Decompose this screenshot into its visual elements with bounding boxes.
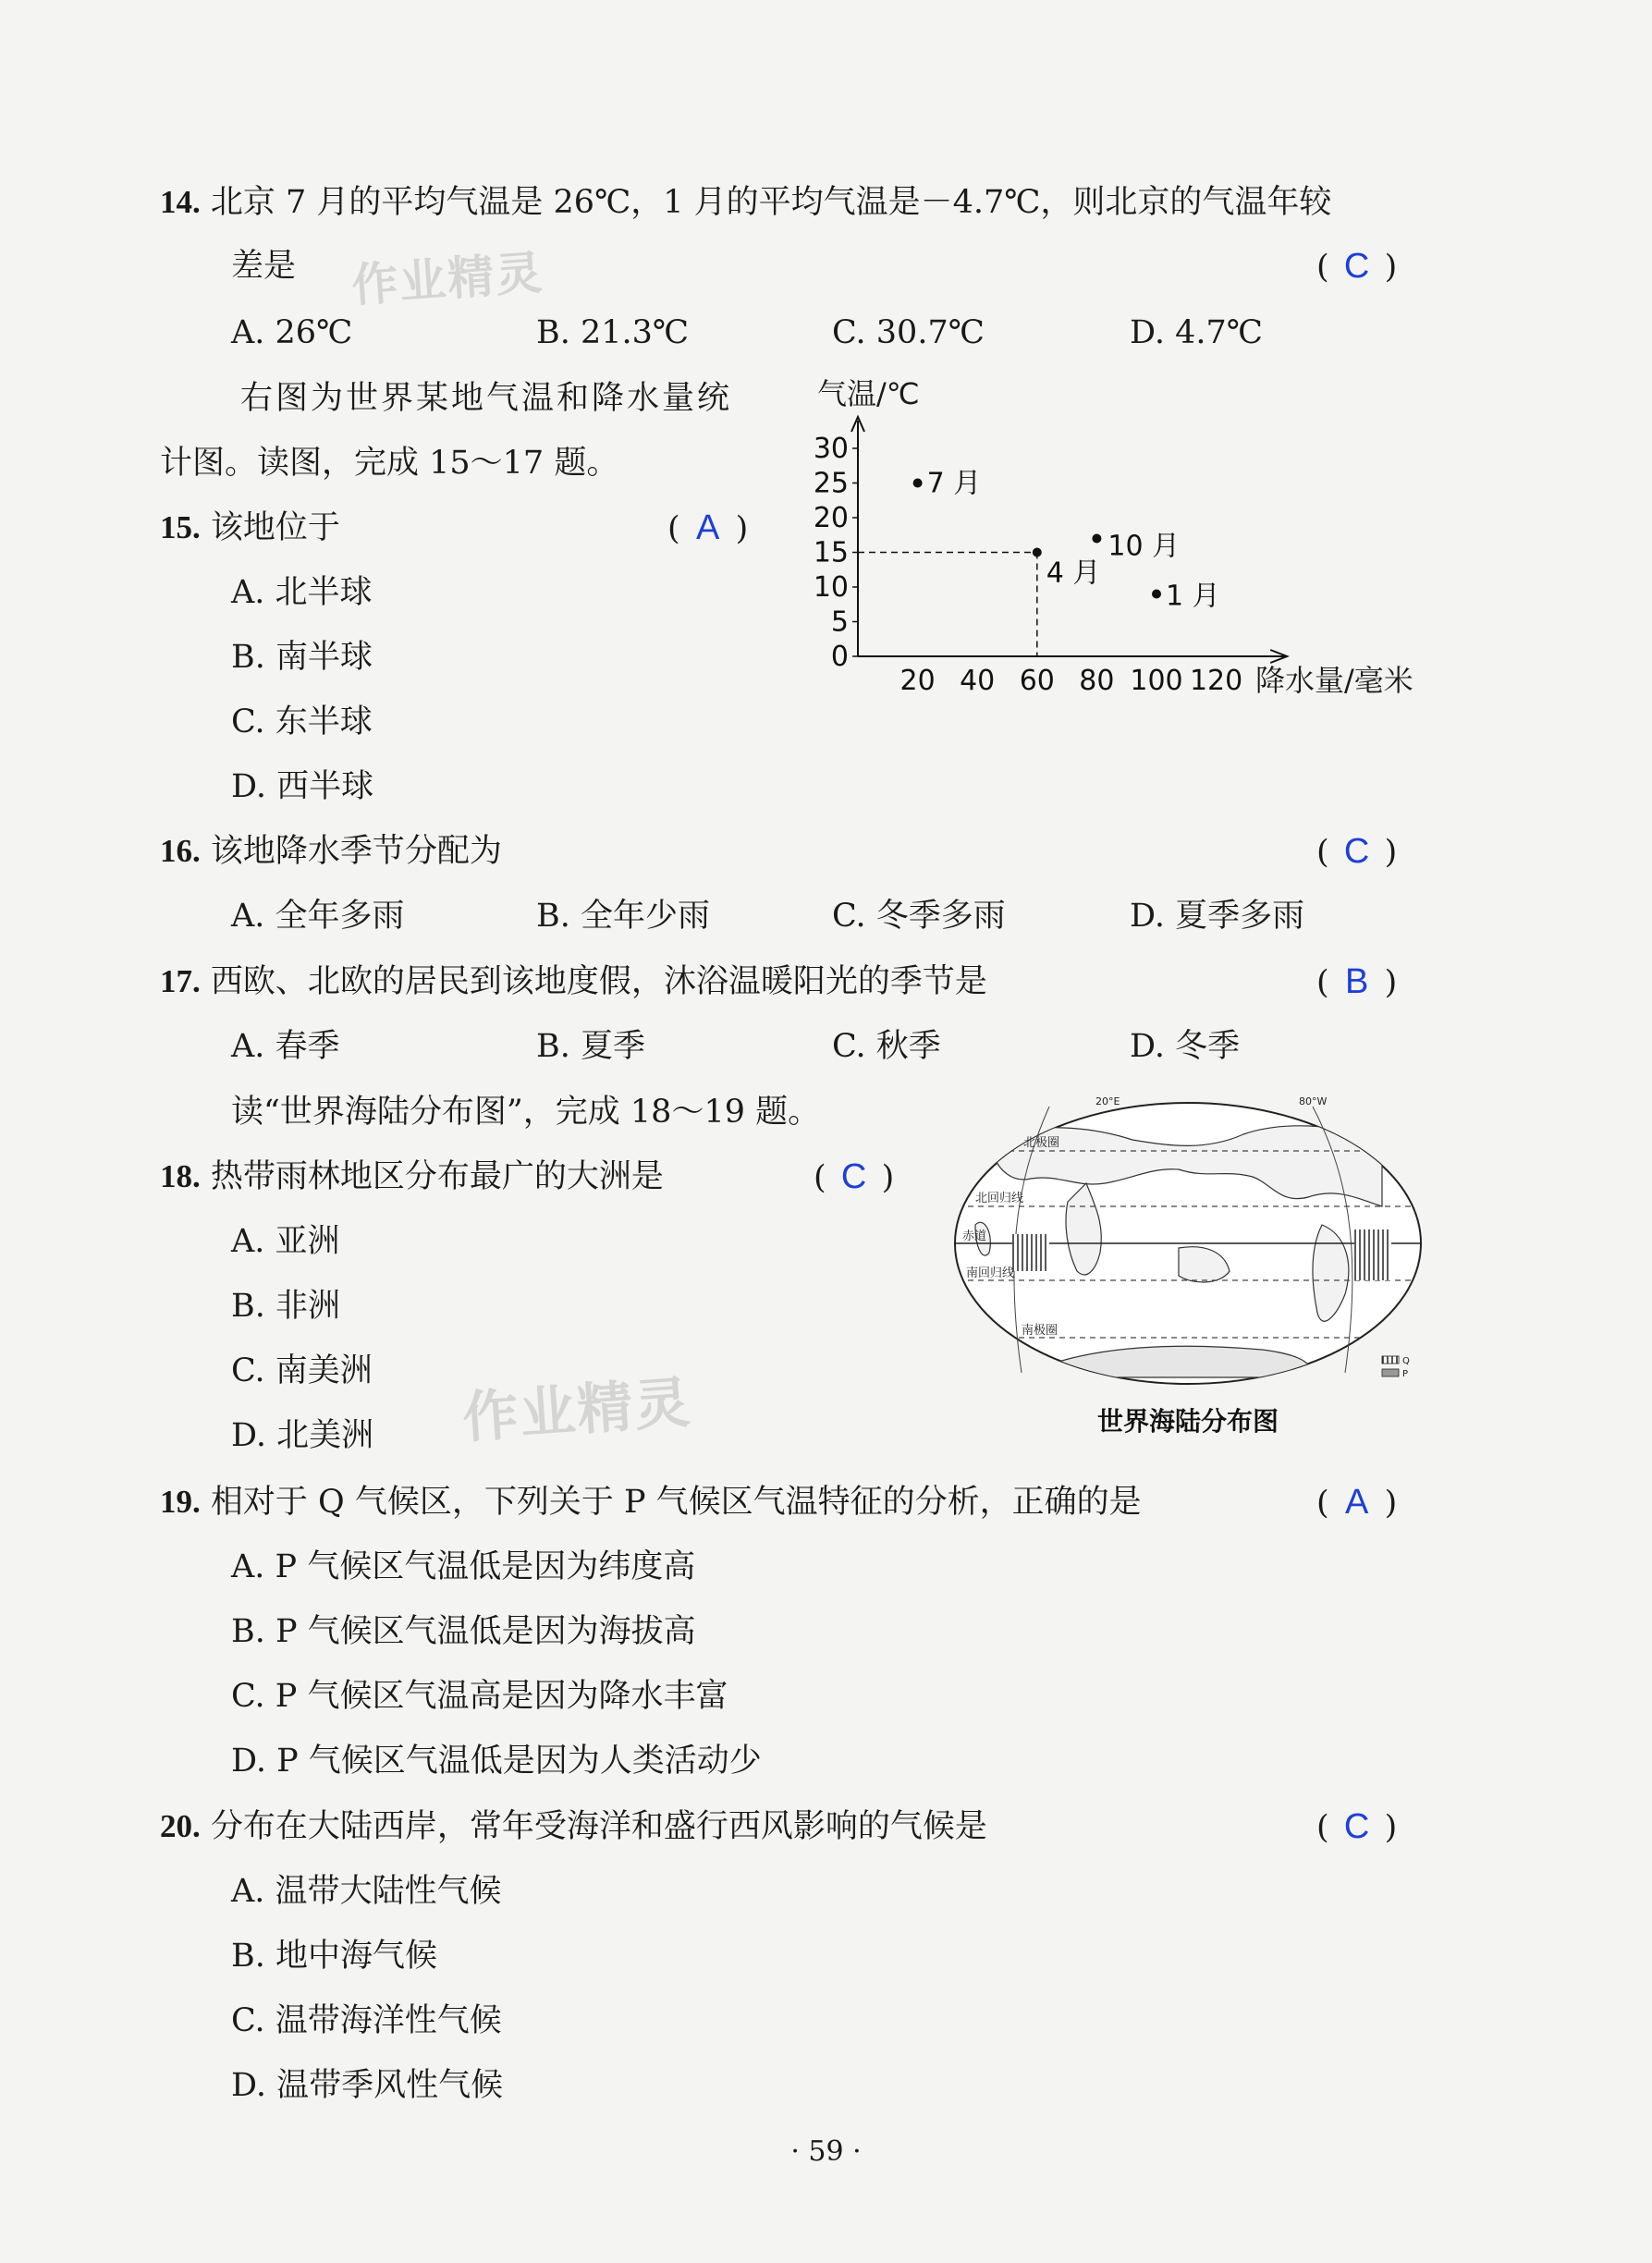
chart-x-tick-label: 60 [1019,665,1055,697]
q17-answer: B [1344,962,1369,1001]
intro1-line1: 右图为世界某地气温和降水量统 [240,380,733,417]
chart-y-tick-label: 10 [813,571,849,604]
chart-point-label: 4 月 [1046,557,1101,590]
q19-answer: A [1344,1483,1369,1522]
map-lat-tropic-cancer: 北回归线 [975,1192,1024,1205]
chart-point-label: 10 月 [1107,530,1181,563]
q18-answer: C [840,1157,867,1196]
q14-line1 [160,181,1331,224]
chart-x-tick-label: 40 [960,665,996,697]
q18-option-a: A. 亚洲 [231,1223,340,1260]
q19-option-c: C. P 气候区气温高是因为降水丰富 [231,1678,728,1715]
q20-option-d: D. 温带季风性气候 [231,2067,504,2104]
chart-point [913,479,923,488]
q14-stem-1: 北京 7 月的平均气温是 26℃，1 月的平均气温是－4.7℃，则北京的气温年较 [210,184,1332,221]
q15-answer-box: ( A ) [667,508,749,547]
q19-option-b: B. P 气候区气温低是因为海拔高 [231,1613,696,1650]
q18-option-b: B. 非洲 [231,1288,340,1325]
q16-option-b: B. 全年少雨 [536,898,710,935]
q15-option-a: A. 北半球 [231,574,373,611]
map-legend-p: P [1402,1369,1409,1379]
q19-answer-box: ( A ) [1316,1483,1398,1522]
q20-answer-box: ( C ) [1316,1807,1398,1846]
map-lat-tropic-capricorn: 南回归线 [966,1266,1015,1280]
q17-number: 17. [160,963,201,999]
watermark: 作业精灵 [349,245,546,313]
q18-number: 18. [160,1158,201,1194]
q20-stem: 分布在大陆西岸，常年受海洋和盛行西风影响的气候是 [210,1808,987,1845]
chart-y-label: 气温/℃ [817,376,920,411]
q14-number: 14. [160,184,201,220]
chart-point [1092,534,1101,544]
q18-option-c: C. 南美洲 [231,1352,373,1389]
q17-option-c: C. 秋季 [832,1028,941,1065]
q19-stem: 相对于 Q 气候区，下列关于 P 气候区气温特征的分析，正确的是 [210,1484,1142,1521]
q14-option-a: A. 26℃ [231,314,353,351]
q17-option-a: A. 春季 [231,1028,340,1065]
q20-option-c: C. 温带海洋性气候 [231,2002,502,2039]
q18-option-d: D. 北美洲 [231,1417,374,1454]
watermark: 作业精灵 [460,1370,694,1451]
q20-option-b: B. 地中海气候 [231,1938,437,1975]
chart-y-tick-label: 5 [830,606,849,639]
page-number: · 59 · [790,2135,862,2168]
q17-option-d: D. 冬季 [1130,1028,1241,1065]
q17-line [160,960,987,1003]
q16-line [160,830,502,873]
q15-stem: 该地位于 [210,509,340,546]
chart-point-label: 7 月 [926,467,982,500]
world-land-sea-map [948,1095,1428,1442]
q18-answer-box: ( C ) [814,1157,895,1196]
q15-option-b: B. 南半球 [231,639,373,676]
q15-option-c: C. 东半球 [231,703,373,740]
chart-x-tick-label: 120 [1189,665,1243,697]
temperature-precipitation-chart [804,365,1442,716]
q15-answer: A [695,508,720,547]
chart-x-tick-label: 20 [899,665,936,697]
q16-number: 16. [160,833,201,869]
intro2: 读“世界海陆分布图”，完成 18～19 题。 [231,1094,821,1131]
map-lat-antarctic: 南极圈 [1022,1324,1059,1338]
chart-point-label: 1 月 [1166,580,1220,613]
map-legend-q: Q [1402,1356,1410,1366]
q19-option-a: A. P 气候区气温低是因为纬度高 [231,1548,696,1585]
q14-answer: C [1343,247,1370,286]
q14-option-b: B. 21.3℃ [536,314,690,351]
chart-x-label: 降水量/毫米 [1255,663,1413,698]
q20-answer: C [1343,1807,1370,1846]
chart-y-tick-label: 15 [813,536,849,569]
q15-number: 15. [160,509,201,545]
q16-answer-box: ( C ) [1316,832,1398,871]
q16-answer: C [1343,832,1370,871]
q17-stem: 西欧、北欧的居民到该地度假，沐浴温暖阳光的季节是 [210,963,987,1000]
chart-y-tick-label: 20 [813,502,849,534]
q18-line [160,1156,664,1198]
map-lon-80w: 80°W [1299,1095,1328,1107]
q19-line [160,1481,1142,1523]
q18-stem: 热带雨林地区分布最广的大洲是 [210,1158,664,1195]
q16-option-a: A. 全年多雨 [231,898,405,935]
q15-line [160,507,340,549]
q20-option-a: A. 温带大陆性气候 [231,1873,502,1910]
map-caption: 世界海陆分布图 [1096,1406,1279,1437]
q14-stem-2: 差是 [231,248,297,285]
map-lon-20e: 20°E [1095,1095,1120,1107]
chart-point [1033,548,1042,557]
q16-option-c: C. 冬季多雨 [832,898,1006,935]
chart-y-tick-label: 30 [813,433,849,465]
chart-y-tick-label: 25 [813,467,849,500]
q16-stem: 该地降水季节分配为 [210,833,502,870]
q19-number: 19. [160,1484,201,1520]
intro1-line2: 计图。读图，完成 15～17 题。 [160,445,619,482]
q17-option-b: B. 夏季 [536,1028,645,1065]
q16-option-d: D. 夏季多雨 [1130,898,1305,935]
q17-answer-box: ( B ) [1316,962,1398,1001]
q15-option-d: D. 西半球 [231,768,374,805]
q20-line [160,1805,987,1848]
chart-x-tick-label: 80 [1079,665,1115,697]
q20-number: 20. [160,1808,201,1844]
q14-answer-box: ( C ) [1316,247,1398,286]
q14-option-d: D. 4.7℃ [1130,314,1263,351]
q14-option-c: C. 30.7℃ [832,314,985,351]
chart-x-tick-label: 100 [1130,665,1183,697]
q19-option-d: D. P 气候区气温低是因为人类活动少 [231,1743,762,1780]
chart-point [1152,590,1161,599]
map-lat-arctic: 北极圈 [1023,1136,1060,1150]
map-lat-equator: 赤道 [962,1229,987,1243]
chart-y-tick-label: 0 [830,641,849,673]
